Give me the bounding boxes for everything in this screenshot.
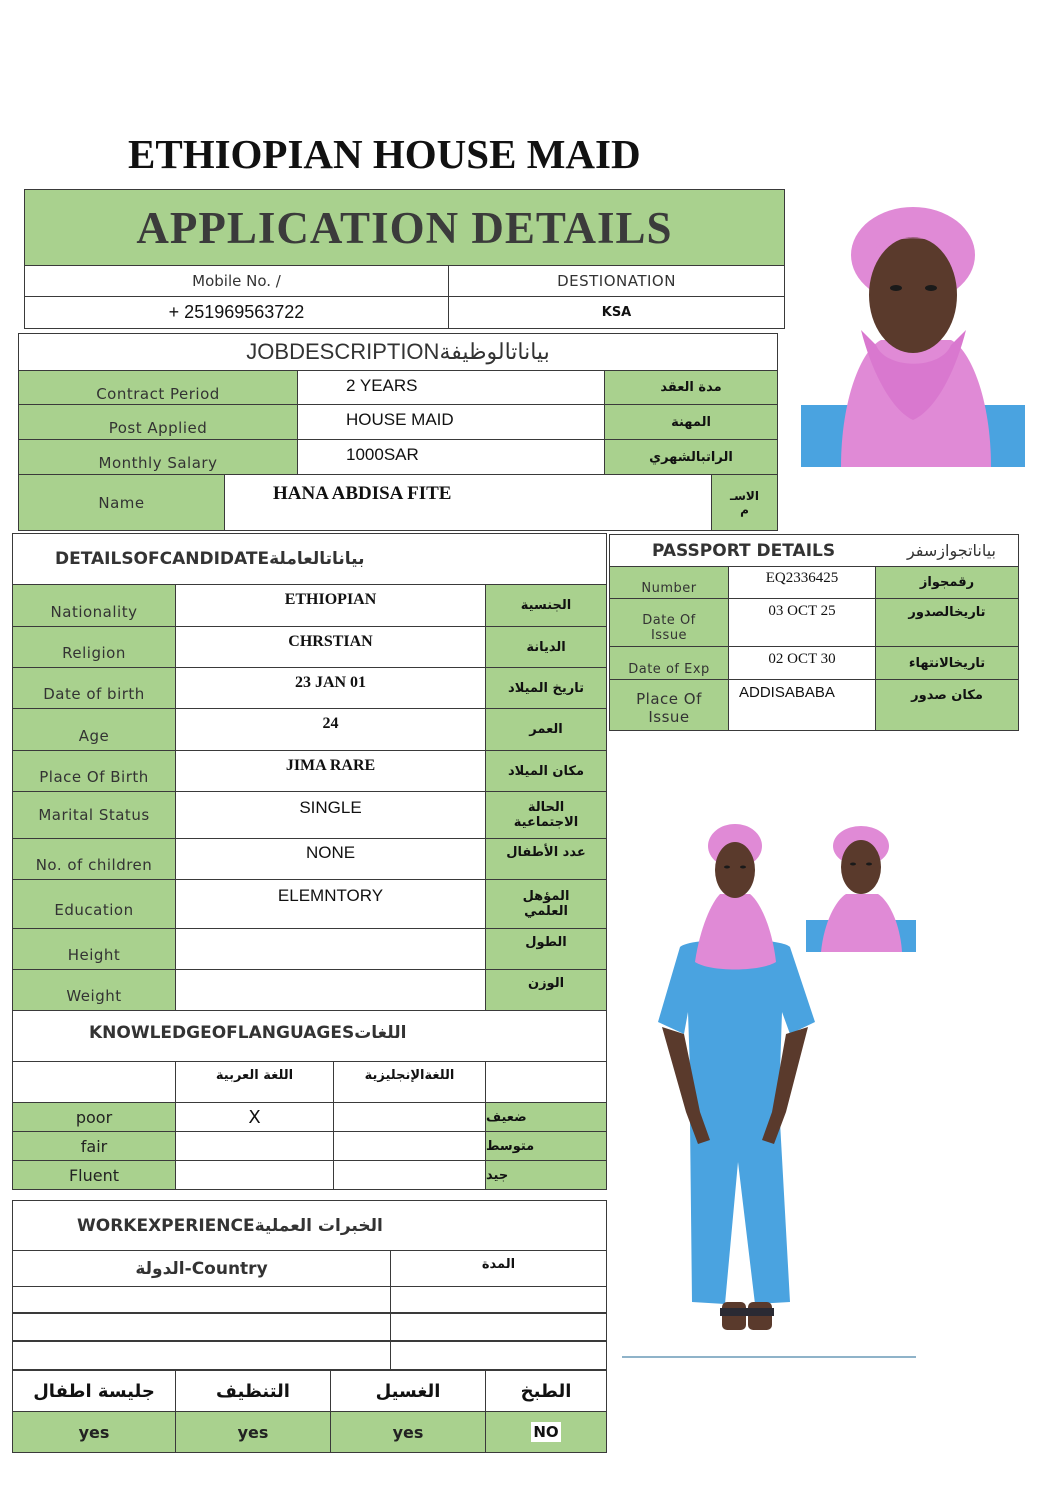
- passport-label-place-of-issue: Place Of Issue: [609, 679, 729, 731]
- lang-arabic-fair: [175, 1131, 334, 1161]
- job-label-post-applied: Post Applied: [18, 404, 298, 440]
- candidate-label-weight: Weight: [12, 969, 176, 1011]
- page-title: ETHIOPIAN HOUSE MAID: [128, 131, 641, 177]
- small-portrait-illustration: [806, 822, 916, 952]
- passport-arabic-place-of-issue: مكان صدور: [875, 679, 1019, 731]
- work-row-duration: [390, 1312, 607, 1341]
- skill-label-babysitting: جليسة اطفال: [12, 1369, 176, 1412]
- skill-label-washing: الغسيل: [330, 1369, 486, 1412]
- work-duration-label: المدة: [390, 1250, 607, 1287]
- skill-value-washing: yes: [330, 1411, 486, 1453]
- candidate-value-age: 24: [175, 708, 486, 751]
- skill-value-babysitting: yes: [12, 1411, 176, 1453]
- job-value-post-applied: HOUSE MAID: [297, 404, 605, 440]
- passport-arabic-date-of-exp: تاريخالانتهاء: [875, 646, 1019, 680]
- candidate-label-height: Height: [12, 928, 176, 970]
- candidate-label-children: No. of children: [12, 838, 176, 880]
- name-arabic-line2: م: [740, 502, 749, 517]
- lang-level-fair: fair: [12, 1131, 176, 1161]
- candidate-label-nationality: Nationality: [12, 584, 176, 627]
- destination-label: DESTIONATION: [448, 265, 785, 297]
- full-body-photo: [650, 822, 820, 1337]
- name-arabic-line1: الاسـ: [730, 488, 759, 503]
- candidate-arabic-age: العمر: [485, 708, 607, 751]
- name-label: Name: [18, 474, 225, 531]
- job-value-contract-period: 2 YEARS: [297, 370, 605, 405]
- passport-header: [609, 534, 1019, 567]
- job-label-contract-period: Contract Period: [18, 370, 298, 405]
- lang-level-poor: poor: [12, 1102, 176, 1132]
- skill-value-cooking-cell: [485, 1411, 607, 1453]
- job-arabic-contract-period: مدة العقد: [604, 370, 778, 405]
- application-details-banner: [24, 189, 785, 266]
- work-experience-header: WORKEXPERIENCEالخبرات العملية: [12, 1200, 607, 1251]
- lang-english-fair: [333, 1131, 486, 1161]
- passport-value-place-of-issue: ADDISABABA: [728, 679, 876, 731]
- job-arabic-post-applied: المهنة: [604, 404, 778, 440]
- candidate-value-children: NONE: [175, 838, 486, 880]
- job-description-header-text: JOBDESCRIPTIONبياناتالوظيفة: [246, 339, 550, 364]
- destination-value: KSA: [448, 296, 785, 329]
- job-arabic-monthly-salary: الراتبالشهري: [604, 439, 778, 475]
- passport-label-date-of-exp: Date of Exp: [609, 646, 729, 680]
- candidate-arabic-religion: الديانة: [485, 626, 607, 668]
- work-country-label: الدولة-Country: [12, 1250, 391, 1287]
- name-value: HANA ABDISA FITE: [224, 474, 712, 531]
- lang-english-poor: [333, 1102, 486, 1132]
- lang-arabic-fluent: [175, 1160, 334, 1190]
- candidate-arabic-height: الطول: [485, 928, 607, 970]
- candidate-arabic-weight: الوزن: [485, 969, 607, 1011]
- passport-header-arabic: بياناتجوازسفر: [906, 541, 996, 560]
- candidate-value-religion: CHRSTIAN: [175, 626, 486, 668]
- lang-english-fluent: [333, 1160, 486, 1190]
- lang-arabic-level-fair: متوسط: [485, 1131, 607, 1161]
- languages-col-arabic: اللغة العربية: [175, 1061, 334, 1103]
- skill-label-cleaning: التنظيف: [175, 1369, 331, 1412]
- lang-level-fluent: Fluent: [12, 1160, 176, 1190]
- candidate-label-dob: Date of birth: [12, 667, 176, 709]
- candidate-arabic-place-of-birth: مكان الميلاد: [485, 750, 607, 792]
- work-row-country: [12, 1340, 391, 1370]
- work-row-country: [12, 1286, 391, 1313]
- languages-corner-blank: [12, 1061, 176, 1103]
- job-label-monthly-salary: Monthly Salary: [18, 439, 298, 475]
- candidate-label-education: Education: [12, 879, 176, 929]
- candidate-arabic-marital-status: الحالة الاجتماعية: [485, 791, 607, 839]
- mobile-label: Mobile No. /: [24, 265, 449, 297]
- languages-header: KNOWLEDGEOFLANGUAGESاللغات: [12, 1010, 607, 1062]
- job-description-header: [18, 333, 778, 371]
- candidate-value-height: [175, 928, 486, 970]
- portrait-photo: [801, 200, 1025, 467]
- lang-arabic-poor: X: [175, 1102, 334, 1132]
- candidate-value-education: ELEMNTORY: [175, 879, 486, 929]
- passport-header-text: PASSPORT DETAILS: [652, 540, 836, 561]
- name-arabic: [711, 474, 778, 531]
- work-row-country: [12, 1312, 391, 1341]
- passport-arabic-number: رقمجواز: [875, 566, 1019, 599]
- passport-label-number: Number: [609, 566, 729, 599]
- candidate-value-marital-status: SINGLE: [175, 791, 486, 839]
- full-body-illustration: [650, 822, 820, 1337]
- candidate-arabic-education: المؤهل العلمي: [485, 879, 607, 929]
- candidate-value-nationality: ETHIOPIAN: [175, 584, 486, 627]
- candidate-arabic-nationality: الجنسية: [485, 584, 607, 627]
- candidate-value-dob: 23 JAN 01: [175, 667, 486, 709]
- work-row-duration: [390, 1286, 607, 1313]
- candidate-label-religion: Religion: [12, 626, 176, 668]
- passport-value-number: EQ2336425: [728, 566, 876, 599]
- skill-value-cleaning: yes: [175, 1411, 331, 1453]
- candidate-arabic-children: عدد الأطفال: [485, 838, 607, 880]
- lang-arabic-level-fluent: جيد: [485, 1160, 607, 1190]
- candidate-value-weight: [175, 969, 486, 1011]
- mobile-value: + 251969563722: [24, 296, 449, 329]
- candidate-value-place-of-birth: JIMA RARE: [175, 750, 486, 792]
- photo-divider-line: [622, 1356, 916, 1358]
- skill-value-cooking: NO: [533, 1423, 559, 1441]
- passport-value-date-of-exp: 02 OCT 30: [728, 646, 876, 680]
- passport-value-date-of-issue: 03 OCT 25: [728, 598, 876, 647]
- work-row-duration: [390, 1340, 607, 1370]
- languages-corner-blank-right: [485, 1061, 607, 1103]
- job-value-monthly-salary: 1000SAR: [297, 439, 605, 475]
- application-details-title: APPLICATION DETAILS: [136, 202, 673, 253]
- passport-label-date-of-issue: Date Of Issue: [609, 598, 729, 647]
- skill-label-cooking: الطبخ: [485, 1369, 607, 1412]
- languages-col-english: اللغةالإنجليزية: [333, 1061, 486, 1103]
- candidate-label-marital-status: Marital Status: [12, 791, 176, 839]
- candidate-header: DETAILSOFCANDIDATEبياناتالعاملة: [12, 533, 607, 585]
- small-portrait-photo: [806, 822, 916, 952]
- portrait-illustration: [801, 200, 1025, 467]
- lang-arabic-level-poor: ضعيف: [485, 1102, 607, 1132]
- passport-arabic-date-of-issue: تاريخالصدور: [875, 598, 1019, 647]
- candidate-arabic-dob: تاريخ الميلاد: [485, 667, 607, 709]
- candidate-label-age: Age: [12, 708, 176, 751]
- candidate-label-place-of-birth: Place Of Birth: [12, 750, 176, 792]
